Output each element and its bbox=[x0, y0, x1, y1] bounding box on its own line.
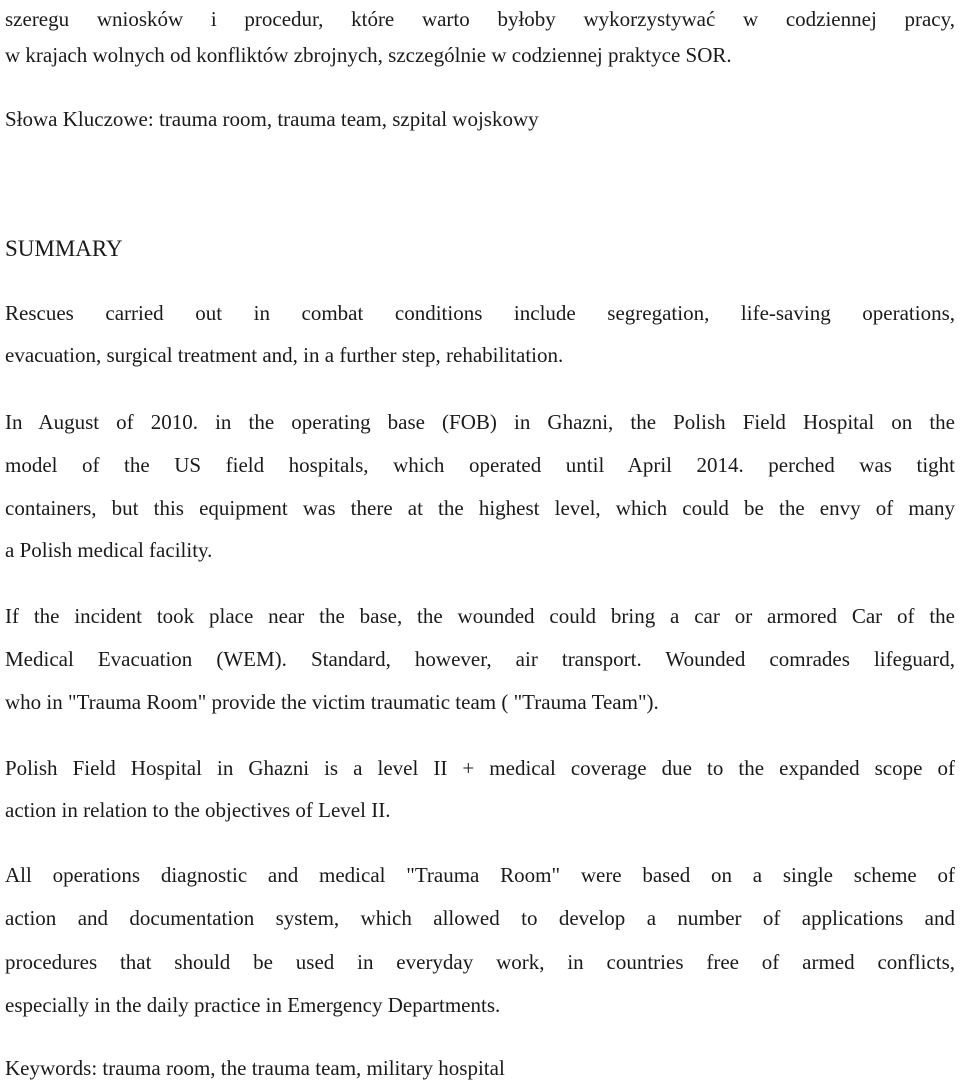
keywords: Keywords: trauma room, the trauma team, military hospital bbox=[5, 1056, 505, 1080]
paragraph-5-line-1: All operations diagnostic and medical "Trauma Room" were based on a single scheme of bbox=[5, 863, 955, 887]
paragraph-2-line-3: containers, but this equipment was there at the highest level, which could be the envy of many bbox=[5, 496, 955, 520]
paragraph-3-line-2: Medical Evacuation (WEM). Standard, however, air transport. Wounded comrades lifeguard, bbox=[5, 647, 955, 671]
paragraph-3-line-1: If the incident took place near the base, the wounded could bring a car or armored Car of the bbox=[5, 604, 955, 628]
paragraph-5-line-2: action and documentation system, which allowed to develop a number of applications and bbox=[5, 906, 955, 930]
polish-abstract-line-2: w krajach wolnych od konfliktów zbrojnych, szczególnie w codziennej praktyce SOR. bbox=[5, 43, 732, 67]
paragraph-3-line-3: who in "Trauma Room" provide the victim traumatic team ( "Trauma Team"). bbox=[5, 690, 659, 714]
paragraph-4-line-2: action in relation to the objectives of Level II. bbox=[5, 798, 391, 822]
polish-keywords: Słowa Kluczowe: trauma room, trauma team, szpital wojskowy bbox=[5, 107, 539, 131]
paragraph-2-line-1: In August of 2010. in the operating base (FOB) in Ghazni, the Polish Field Hospital on the bbox=[5, 410, 955, 434]
paragraph-1-line-1: Rescues carried out in combat conditions include segregation, life-saving operations, bbox=[5, 301, 955, 325]
polish-abstract-line-1: szeregu wniosków i procedur, które warto byłoby wykorzystywać w codziennej pracy, bbox=[5, 7, 955, 31]
paragraph-5-line-3: procedures that should be used in everyday work, in countries free of armed conflicts, bbox=[5, 950, 955, 974]
summary-heading: SUMMARY bbox=[5, 236, 123, 261]
paragraph-2-line-4: a Polish medical facility. bbox=[5, 538, 213, 562]
paragraph-2-line-2: model of the US field hospitals, which operated until April 2014. perched was tight bbox=[5, 453, 955, 477]
paragraph-4-line-1: Polish Field Hospital in Ghazni is a level II + medical coverage due to the expanded scope of bbox=[5, 756, 955, 780]
paragraph-1-line-2: evacuation, surgical treatment and, in a further step, rehabilitation. bbox=[5, 343, 564, 367]
paragraph-5-line-4: especially in the daily practice in Emergency Departments. bbox=[5, 993, 501, 1017]
